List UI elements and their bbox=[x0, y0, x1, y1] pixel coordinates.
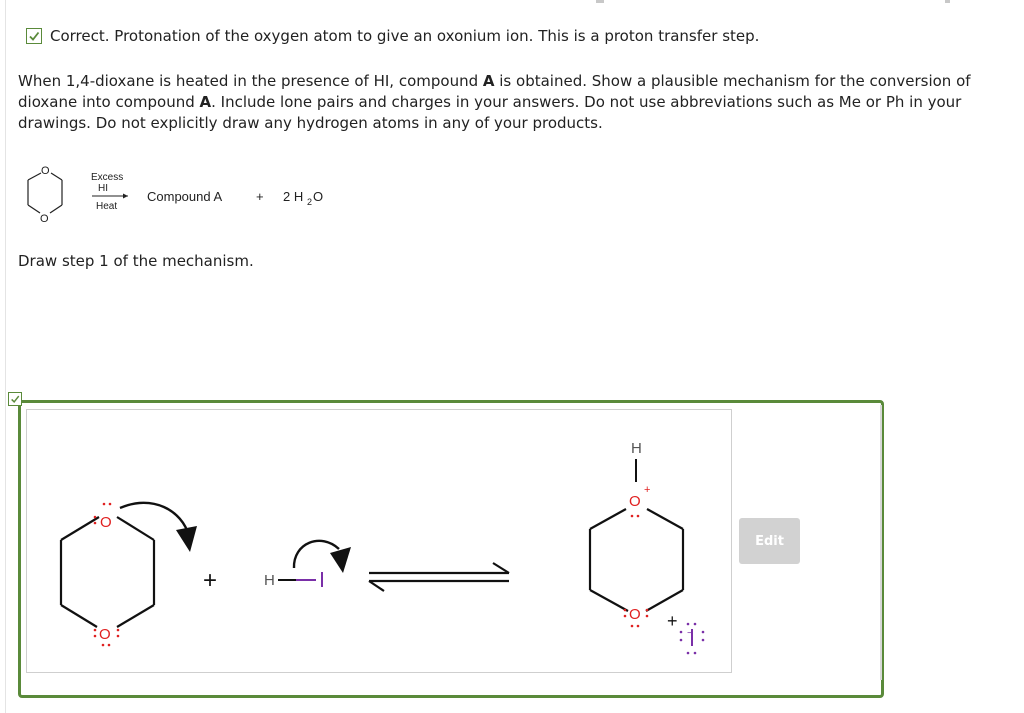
hydrogen-label: H bbox=[631, 440, 642, 457]
plus-sign: + bbox=[203, 567, 218, 594]
check-icon bbox=[26, 28, 42, 44]
oxygen-atom-label: O bbox=[629, 606, 641, 623]
charge-plus: + bbox=[644, 484, 651, 496]
arrowhead bbox=[330, 547, 351, 573]
prompt-part: is obtained. Show a plausible mechanism for the conversion of dioxane into compound bbox=[18, 72, 971, 111]
product-label: Compound A bbox=[147, 189, 223, 204]
left-rule bbox=[5, 0, 6, 713]
charge-minus: − bbox=[687, 628, 693, 639]
left-dioxane-ring bbox=[61, 517, 154, 627]
equilibrium-reverse-head bbox=[369, 581, 384, 591]
oxygen-atom-label: O bbox=[99, 626, 111, 643]
answer-check-icon bbox=[8, 392, 22, 406]
reagent-heat: Heat bbox=[96, 201, 118, 212]
prompt-bold: A bbox=[482, 72, 495, 90]
reaction-arrowhead bbox=[123, 194, 128, 199]
water-oxygen: O bbox=[313, 189, 324, 204]
plus-sign: + bbox=[256, 189, 264, 204]
prompt-part: . Include lone pairs and charges in your answers. Do not use abbreviations such as Me or Ph in your drawings. Do not explicitly draw any hydrogen atoms in any of your products. bbox=[18, 93, 962, 132]
arrowhead bbox=[176, 526, 197, 552]
feedback-text: Correct. Protonation of the oxygen atom to give an oxonium ion. This is a proton transfer step. bbox=[50, 27, 760, 45]
oxygen-atom-label: O bbox=[629, 493, 641, 510]
water-coef: 2 H bbox=[283, 189, 304, 204]
water-subscript: 2 bbox=[307, 197, 313, 207]
top-stub bbox=[596, 0, 604, 3]
right-dioxane-ring bbox=[590, 509, 683, 611]
prompt-bold: A bbox=[199, 93, 212, 111]
oxygen-atom-label: O bbox=[40, 213, 49, 225]
dioxane-structure bbox=[28, 173, 62, 213]
top-stub bbox=[945, 0, 950, 3]
equilibrium-forward-head bbox=[493, 563, 509, 573]
drawing-canvas[interactable] bbox=[26, 409, 732, 673]
reagent-hi: HI bbox=[98, 183, 108, 194]
oxygen-atom-label: O bbox=[41, 165, 50, 177]
prompt-part: When 1,4-dioxane is heated in the presence of HI, compound bbox=[18, 72, 483, 90]
plus-sign: + bbox=[667, 611, 678, 631]
reaction-scheme bbox=[18, 160, 378, 240]
oxygen-atom-label: O bbox=[100, 514, 112, 531]
edit-button[interactable]: Edit bbox=[739, 518, 800, 564]
hydrogen-label: H bbox=[264, 572, 275, 589]
mechanism-drawing bbox=[27, 410, 731, 672]
question-prompt bbox=[18, 71, 1013, 134]
step-instruction: Draw step 1 of the mechanism. bbox=[18, 252, 254, 270]
feedback-line bbox=[26, 26, 759, 46]
reagent-excess: Excess bbox=[91, 172, 124, 183]
panel-divider bbox=[880, 405, 882, 680]
